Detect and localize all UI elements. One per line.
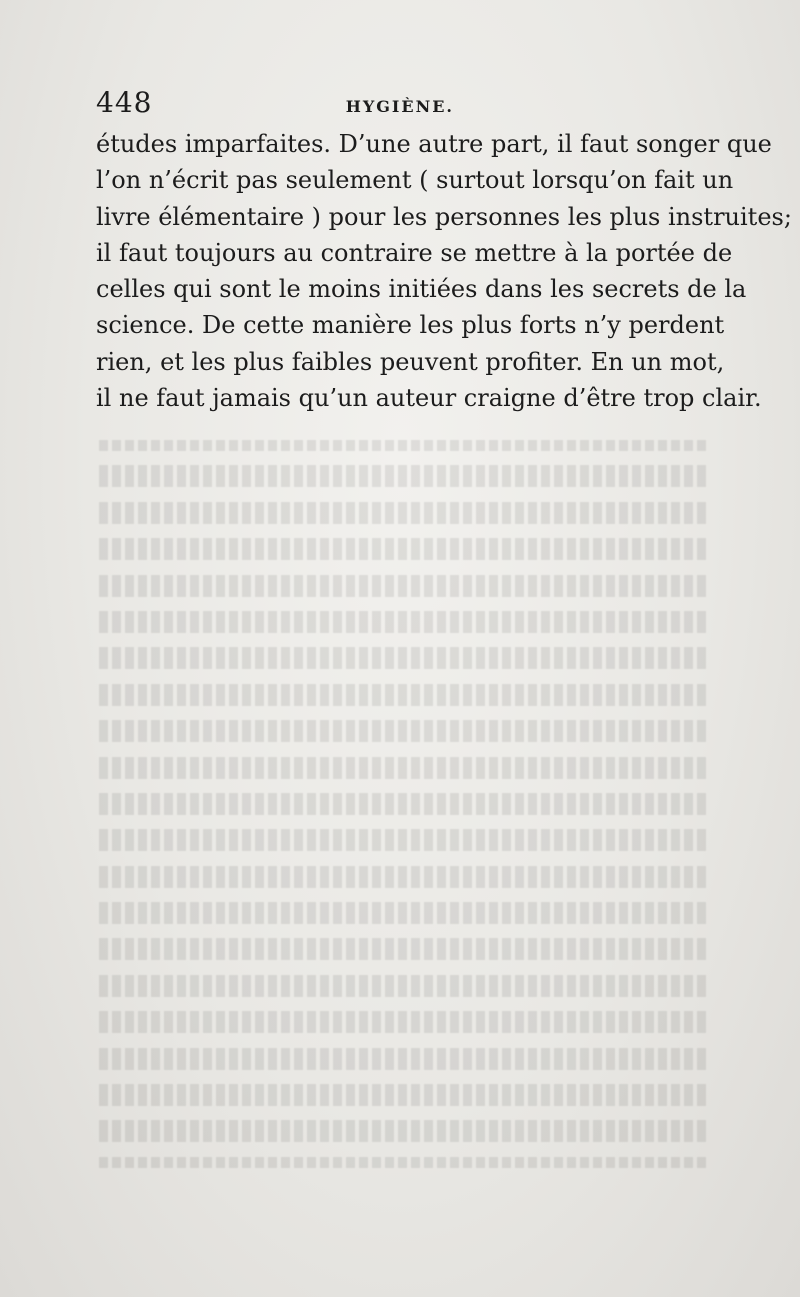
text-line: l’on n’écrit pas seulement ( surtout lorsqu’on fait un	[96, 166, 734, 195]
text-line: livre élémentaire ) pour les personnes les plus instruites;	[96, 202, 792, 231]
text-line: science. De cette manière les plus forts n’y perdent	[96, 311, 725, 340]
page-header	[96, 86, 704, 126]
text-line: il ne faut jamais qu’un auteur craigne d’être trop clair.	[96, 384, 762, 413]
show-through-texture	[96, 440, 706, 1168]
text-line: celles qui sont le moins initiées dans les secrets de la	[96, 275, 747, 304]
text-line: il faut toujours au contraire se mettre à la portée de	[96, 238, 733, 267]
page-number: 448	[96, 86, 153, 119]
running-head: HYGIÈNE.	[345, 97, 454, 116]
body-paragraph	[96, 126, 792, 416]
text-line: rien, et les plus faibles peuvent profiter. En un mot,	[96, 347, 725, 376]
text-line: études imparfaites. D’une autre part, il faut songer que	[96, 130, 772, 158]
